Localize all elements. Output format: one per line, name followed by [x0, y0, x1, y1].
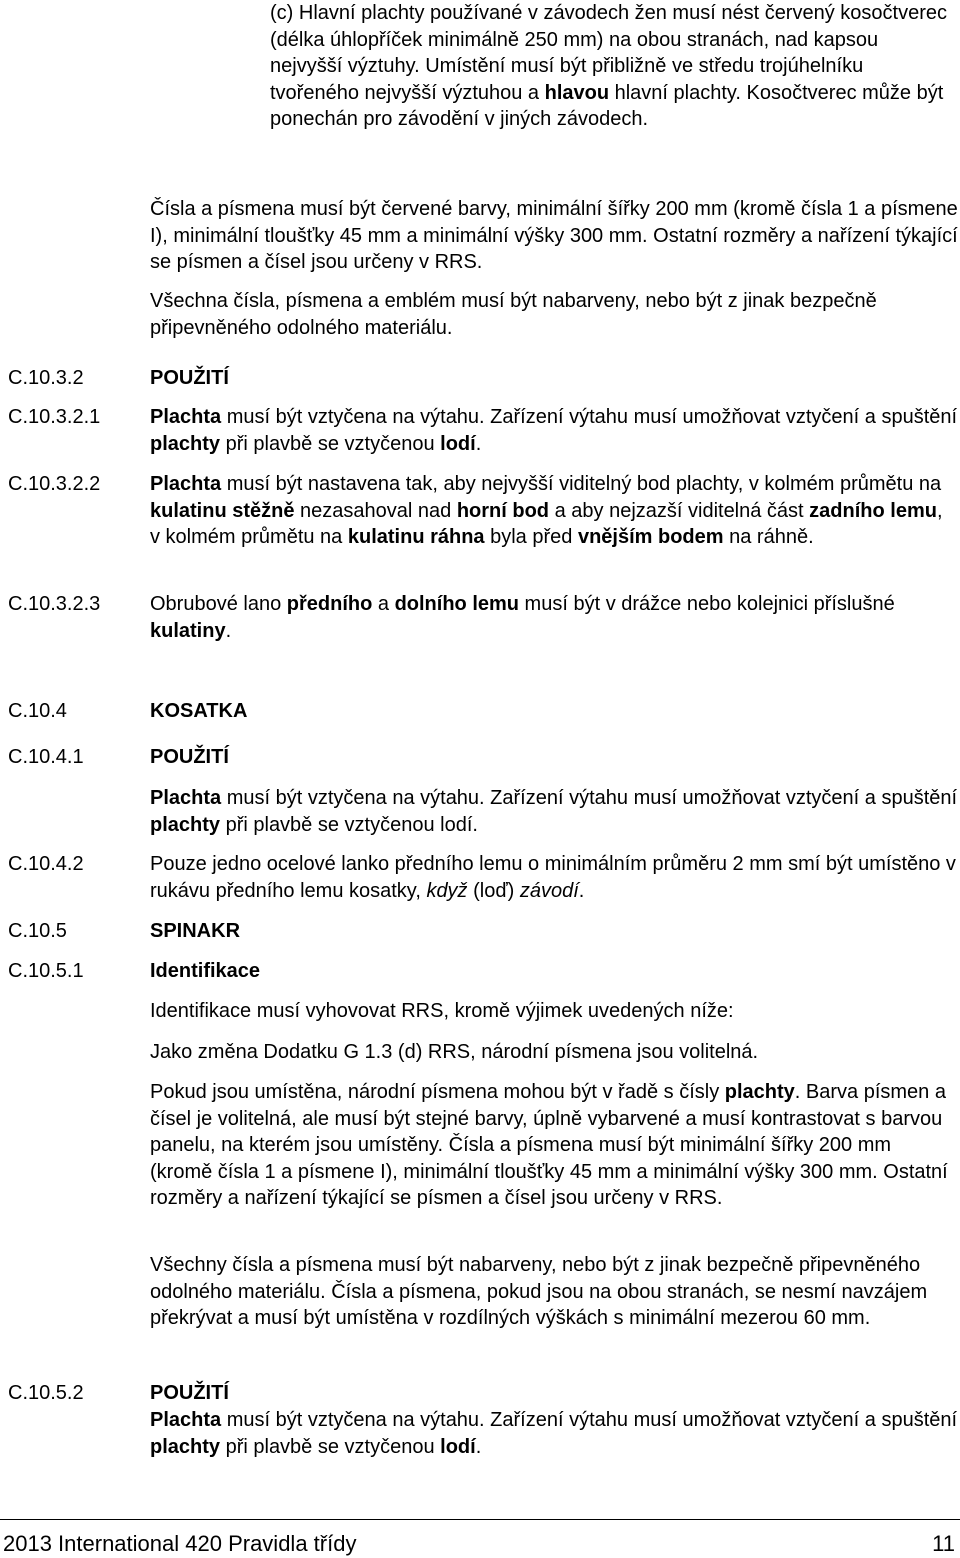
text-run: Obrubové lano	[150, 593, 287, 615]
text-run: a	[372, 593, 395, 615]
text-run: při plavbě se vztyčenou	[220, 1435, 441, 1458]
defined-term: plachty	[150, 813, 221, 836]
section-number: C.10.3.2	[8, 367, 84, 389]
text-run: nezasahoval nad	[294, 499, 457, 522]
text-run: .	[475, 432, 482, 455]
text-run: na ráhně.	[723, 526, 814, 548]
text-run: hlavní plachty. Kosočtverec může být ponechán pro závodění v jiných závodech.	[270, 81, 944, 130]
section-heading: POUŽITÍ	[150, 746, 229, 768]
rule-paragraph: Všechny čísla a písmena musí být nabarveny, nebo být z jinak bezpečně připevněného odolného materiálu. Čísla a písmena, pokud jsou na obou stranách, se nesmí navzájem překrývat a musí být umístěna v rozdílných výškách s minimální mezerou 60 mm.	[150, 1254, 928, 1329]
section-number: C.10.3.2.2	[8, 473, 101, 495]
defined-term: závodí	[519, 879, 579, 902]
section-heading: SPINAKR	[150, 920, 241, 942]
text-run: musí být nastavena tak, aby nejvyšší viditelný bod plachty, v kolmém průmětu na	[221, 473, 942, 495]
text-run: při plavbě se vztyčenou	[220, 432, 441, 455]
footer-title: 2013 International 420 Pravidla třídy	[3, 1531, 357, 1556]
rule-paragraph	[150, 404, 958, 457]
text-run: .	[225, 619, 232, 642]
defined-term: Plachta	[150, 1409, 222, 1431]
text-run: a aby nejzazší viditelná část	[549, 499, 810, 522]
section-heading: KOSATKA	[150, 700, 248, 722]
text-run: (loď)	[467, 879, 520, 902]
section-number: C.10.4.1	[8, 746, 84, 768]
section-number: C.10.3.2.1	[8, 406, 101, 428]
text-run: musí být vztyčena na výtahu. Zařízení výtahu musí umožňovat vztyčení a spuštění	[221, 787, 958, 809]
defined-term: plachty	[150, 1435, 221, 1458]
defined-term: horní bod	[456, 499, 550, 522]
defined-term: lodí	[440, 1435, 476, 1458]
defined-term: Plachta	[150, 406, 222, 428]
page-number: 11	[932, 1531, 955, 1556]
rule-paragraph	[150, 591, 958, 644]
defined-term: kulatinu stěžně	[150, 499, 295, 522]
rule-paragraph: Identifikace musí vyhovovat RRS, kromě výjimek uvedených níže:	[150, 1000, 734, 1022]
defined-term: Plachta	[150, 473, 222, 495]
defined-term: kulatinu ráhna	[347, 526, 485, 548]
text-run: . Barva písmen a čísel je volitelná, ale musí být stejné barvy, úplně vybarvené a musí kontrastovat s barvou panelu, na kterém jsou umístěny. Čísla a písmena musí být minimální šířky 200 mm (kromě čísla 1 a písmene I), minimální tloušťky 45 mm a minimální výšky 300 mm. Ostatní rozměry a nařízení týkající se písmen a čísel jsou určeny v RRS.	[150, 1081, 948, 1209]
text-run: při plavbě se vztyčenou lodí.	[220, 813, 478, 836]
defined-term: když	[426, 879, 468, 902]
text-run: .	[475, 1435, 482, 1458]
section-heading: POUŽITÍ	[150, 367, 229, 389]
defined-term: plachty	[150, 432, 221, 455]
rule-paragraph	[150, 785, 958, 838]
text-run: , v kolmém průmětu na	[150, 499, 943, 548]
rule-paragraph: Jako změna Dodatku G 1.3 (d) RRS, národní písmena jsou volitelná.	[150, 1041, 759, 1063]
section-heading: POUŽITÍ	[150, 1382, 229, 1404]
defined-term: plachty	[724, 1081, 795, 1103]
rule-paragraph	[150, 1407, 958, 1460]
text-run: Pouze jedno ocelové lanko předního lemu o minimálním průměru 2 mm smí být umístěno v rukávu předního lemu kosatky,	[150, 853, 956, 902]
rule-paragraph	[150, 471, 958, 551]
defined-term: lodí	[440, 432, 476, 455]
defined-term: Plachta	[150, 787, 222, 809]
rule-paragraph	[150, 1079, 958, 1212]
text-run: musí být v drážce nebo kolejnici příslušné	[519, 593, 895, 615]
section-number: C.10.4	[8, 700, 67, 722]
text-run: (c) Hlavní plachty používané v závodech žen musí nést červený kosočtverec (délka úhlopříček minimálně 250 mm) na obou stranách, nad kapsou nejvyšší výztuhy. Umístění musí být přibližně ve středu trojúhelníku tvořeného nejvyšší výztuhou a	[270, 2, 947, 104]
text-run: .	[578, 879, 585, 902]
defined-term: kulatiny	[150, 619, 226, 642]
rule-c-paragraph	[270, 0, 950, 133]
text-run: byla před	[484, 526, 578, 548]
text-run: Pokud jsou umístěna, národní písmena mohou být v řadě s čísly	[150, 1081, 725, 1103]
section-heading: Identifikace	[150, 960, 261, 982]
defined-term: předního	[286, 593, 373, 615]
footer-divider	[0, 1519, 960, 1520]
section-number: C.10.5.1	[8, 960, 84, 982]
text-run: musí být vztyčena na výtahu. Zařízení výtahu musí umožňovat vztyčení a spuštění	[221, 406, 958, 428]
defined-term: vnějším bodem	[577, 526, 724, 548]
section-number: C.10.5	[8, 920, 67, 942]
colored-paragraph: Všechna čísla, písmena a emblém musí být nabarveny, nebo být z jinak bezpečně připevněného odolného materiálu.	[150, 290, 877, 339]
section-number: C.10.5.2	[8, 1382, 84, 1404]
section-number: C.10.3.2.3	[8, 593, 101, 615]
section-number: C.10.4.2	[8, 853, 84, 875]
defined-term: hlavou	[544, 81, 610, 104]
text-run: musí být vztyčena na výtahu. Zařízení výtahu musí umožňovat vztyčení a spuštění	[221, 1409, 958, 1431]
rule-paragraph	[150, 851, 958, 904]
defined-term: dolního lemu	[394, 593, 519, 615]
numbers-paragraph: Čísla a písmena musí být červené barvy, minimální šířky 200 mm (kromě čísla 1 a písmene I), minimální tloušťky 45 mm a minimální výšky 300 mm. Ostatní rozměry a nařízení týkající se písmen a čísel jsou určeny v RRS.	[150, 198, 958, 273]
defined-term: zadního lemu	[809, 499, 937, 522]
